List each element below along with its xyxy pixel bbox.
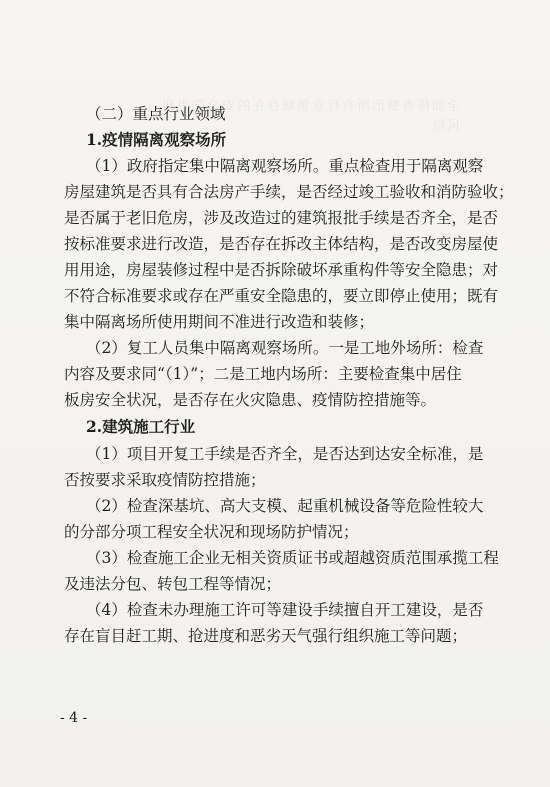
paragraph-2-line-1: （2）复工人员集中隔离观察场所。一是工地外场所：检查 xyxy=(86,339,484,357)
construction-item-4-line-1: （4）检查未办理施工许可等建设手续擅自开工建设，是否 xyxy=(86,601,484,619)
paragraph-1-line-3: 是否属于老旧危房，涉及改造过的建筑报批手续是否齐全，是否 xyxy=(64,209,499,227)
document-content xyxy=(64,101,514,649)
paragraph-1-line-6: 不符合标准要求或存在严重安全隐患的，要立即停止使用；既有 xyxy=(64,287,499,305)
construction-item-1-line-2: 否按要求采取疫情防控措施； xyxy=(64,471,266,489)
paragraph-1-line-5: 用用途，房屋装修过程中是否拆除破坏承重构件等安全隐患；对 xyxy=(64,261,499,279)
page-number: - 4 - xyxy=(60,710,88,726)
section-heading: （二）重点行业领域 xyxy=(86,105,226,123)
construction-item-3-line-2: 及违法分包、转包工程等情况； xyxy=(64,575,282,593)
construction-item-4-line-2: 存在盲目赶工期、抢进度和恶劣天气强行组织施工等问题； xyxy=(64,627,468,645)
paragraph-1-line-4: 按标准要求进行改造，是否存在拆改主体结构，是否改变房屋使 xyxy=(64,235,499,253)
subsection-title-2: 2.建筑施工行业 xyxy=(86,417,196,436)
paragraph-1-line-1: （1）政府指定集中隔离观察场所。重点检查用于隔离观察 xyxy=(86,157,484,175)
paragraph-2-line-3: 板房安全状况，是否存在火灾隐患、疫情防控措施等。 xyxy=(64,391,437,409)
bleed-through-text: 全面排查整治所有行业领域存在的安全隐患和风险 xyxy=(159,99,460,134)
construction-item-2-line-2: 的分部分项工程安全状况和现场防护情况； xyxy=(64,523,359,541)
construction-item-1-line-1: （1）项目开复工手续是否齐全，是否达到达安全标准，是 xyxy=(86,445,484,463)
paragraph-2-line-2: 内容及要求同“（1）”；二是工地内场所：主要检查集中居住 xyxy=(64,365,462,383)
paragraph-1-line-2: 房屋建筑是否具有合法房产手续，是否经过竣工验收和消防验收； xyxy=(64,183,514,201)
paragraph-1-line-7: 集中隔离场所使用期间不准进行改造和装修； xyxy=(64,313,375,331)
construction-item-2-line-1: （2）检查深基坑、高大支模、起重机械设备等危险性较大 xyxy=(86,497,484,515)
subsection-title-1: 1.疫情隔离观察场所 xyxy=(86,130,227,149)
construction-item-3-line-1: （3）检查施工企业无相关资质证书或超越资质范围承揽工程 xyxy=(86,549,499,567)
